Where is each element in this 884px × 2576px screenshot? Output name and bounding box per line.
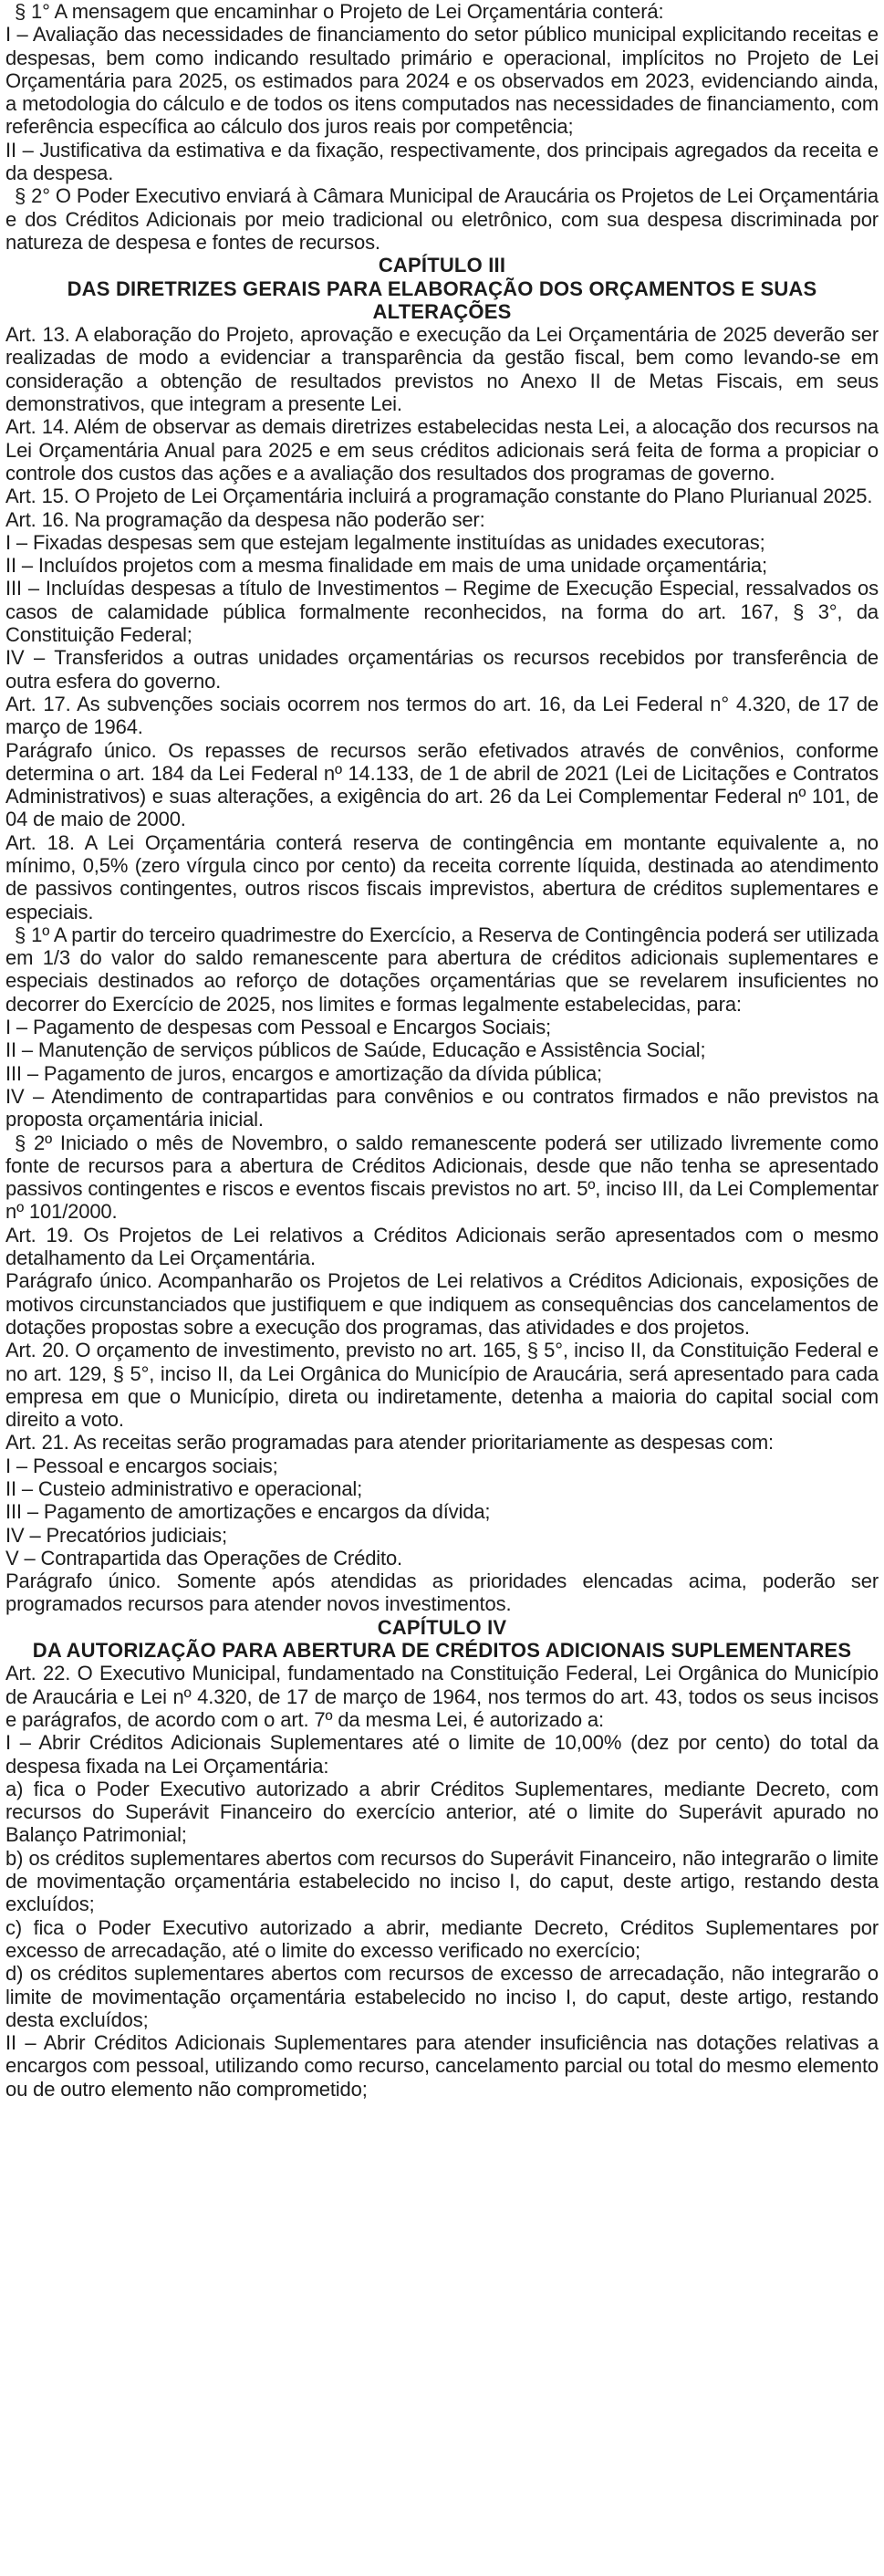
- text-paragraph: § 1º A partir do terceiro quadrimestre do Exercício, a Reserva de Contingência poderá ser utilizada em 1/3 do valor do saldo remanescente para abertura de créditos adicionais suplementares e especiais destinados ao reforço de dotações orçamentárias que se revelarem insuficientes no decorrer do Exercício de 2025, nos limites e formas legalmente estabelecidas, para:: [5, 923, 879, 1016]
- text-paragraph: I – Pagamento de despesas com Pessoal e Encargos Sociais;: [5, 1016, 552, 1039]
- text-paragraph: III – Incluídas despesas a título de Investimentos – Regime de Execução Especial, ressalvados os casos de calamidade pública formalmente reconhecidos, na forma do art. 167, § 3°, da Constituição Federal;: [5, 577, 879, 647]
- text-paragraph: § 2º Iniciado o mês de Novembro, o saldo remanescente poderá ser utilizado livremente como fonte de recursos para a abertura de Créditos Adicionais, desde que não tenha se apresentado passivos contingentes e riscos e eventos fiscais previstos no art. 5º, inciso III, da Lei Complementar nº 101/2000.: [5, 1131, 879, 1224]
- text-paragraph: I – Pessoal e encargos sociais;: [5, 1454, 278, 1477]
- text-paragraph: Art. 16. Na programação da despesa não poderão ser:: [5, 507, 485, 531]
- text-paragraph: Art. 13. A elaboração do Projeto, aprovação e execução da Lei Orçamentária de 2025 deverão ser realizadas de modo a evidenciar a transparência da gestão fiscal, bem como levando-se em consideração a obtenção de resultados previstos no Anexo II de Metas Fiscais, em seus demonstrativos, que integram a presente Lei.: [5, 323, 879, 416]
- text-paragraph: § 2° O Poder Executivo enviará à Câmara Municipal de Araucária os Projetos de Lei Orçamentária e dos Créditos Adicionais por meio tradicional ou eletrônico, com sua despesa discriminada por natureza de despesa e fontes de recursos.: [5, 184, 879, 254]
- text-paragraph: IV – Atendimento de contrapartidas para convênios e ou contratos firmados e não previstos na proposta orçamentária inicial.: [5, 1084, 879, 1132]
- text-paragraph: II – Incluídos projetos com a mesma finalidade em mais de uma unidade orçamentária;: [5, 554, 767, 578]
- text-paragraph: V – Contrapartida das Operações de Crédito.: [5, 1546, 403, 1570]
- text-paragraph: II – Justificativa da estimativa e da fixação, respectivamente, dos principais agregados da receita e da despesa.: [5, 138, 879, 185]
- text-paragraph: I – Abrir Créditos Adicionais Suplementares até o limite de 10,00% (dez por cento) do total da despesa fixada na Lei Orçamentária:: [5, 1731, 879, 1778]
- text-paragraph: Art. 15. O Projeto de Lei Orçamentária incluirá a programação constante do Plano Plurianual 2025.: [5, 485, 873, 508]
- text-paragraph: Art. 18. A Lei Orçamentária conterá reserva de contingência em montante equivalente a, no mínimo, 0,5% (zero vírgula cinco por cento) da receita corrente líquida, destinada ao atendimento de passivos contingentes, outros riscos fiscais imprevistos, abertura de créditos suplementares e especiais.: [5, 830, 879, 923]
- text-paragraph: Parágrafo único. Somente após atendidas as prioridades elencadas acima, poderão ser programados recursos para atender novos investimentos.: [5, 1570, 879, 1616]
- document-page: [5, 0, 879, 2101]
- text-paragraph: IV – Transferidos a outras unidades orçamentárias os recursos recebidos por transferência de outra esfera do governo.: [5, 646, 879, 693]
- text-paragraph: II – Manutenção de serviços públicos de Saúde, Educação e Assistência Social;: [5, 1038, 706, 1062]
- text-paragraph: I – Avaliação das necessidades de financiamento do setor público municipal explicitando receitas e despesas, bem como indicando resultado primário e operacional, implícitos no Projeto de Lei Orçamentária para 2025, os estimados para 2024 e os observados em 2023, evidenciando ainda, a metodologia do cálculo e de todos os itens computados nas necessidades de financiamento, com referência específica ao cálculo dos juros reais por competência;: [5, 23, 879, 139]
- text-paragraph: II – Custeio administrativo e operacional;: [5, 1477, 363, 1500]
- text-paragraph: Parágrafo único. Os repasses de recursos serão efetivados através de convênios, conforme determina o art. 184 da Lei Federal nº 14.133, de 1 de abril de 2021 (Lei de Licitações e Contratos Administrativos) e suas alterações, a exigência do art. 26 da Lei Complementar Federal nº 101, de 04 de maio de 2000.: [5, 738, 879, 831]
- text-paragraph: III – Pagamento de juros, encargos e amortização da dívida pública;: [5, 1061, 603, 1085]
- text-paragraph: Art. 19. Os Projetos de Lei relativos a Créditos Adicionais serão apresentados com o mesmo detalhamento da Lei Orçamentária.: [5, 1223, 879, 1270]
- text-paragraph: a) fica o Poder Executivo autorizado a abrir Créditos Suplementares, mediante Decreto, com recursos do Superávit Financeiro do exercício anterior, até o limite do Superávit apurado no Balanço Patrimonial;: [5, 1777, 879, 1847]
- text-paragraph: IV – Precatórios judiciais;: [5, 1523, 227, 1547]
- text-paragraph: I – Fixadas despesas sem que estejam legalmente instituídas as unidades executoras;: [5, 530, 765, 554]
- text-paragraph: b) os créditos suplementares abertos com recursos do Superávit Financeiro, não integrarão o limite de movimentação orçamentária estabelecido no inciso I, do caput, deste artigo, restando desta excluídos;: [5, 1846, 879, 1916]
- text-paragraph: Art. 17. As subvenções sociais ocorrem nos termos do art. 16, da Lei Federal n° 4.320, de 17 de março de 1964.: [5, 692, 879, 739]
- text-paragraph: d) os créditos suplementares abertos com recursos de excesso de arrecadação, não integrarão o limite de movimentação orçamentária estabelecido no inciso I, do caput, deste artigo, restando desta excluídos;: [5, 1962, 879, 2031]
- text-paragraph: Parágrafo único. Acompanharão os Projetos de Lei relativos a Créditos Adicionais, exposições de motivos circunstanciados que justifiquem e que indiquem as consequências dos cancelamentos de dotações propostas sobre a execução dos programas, das atividades e dos projetos.: [5, 1269, 879, 1339]
- text-paragraph: III – Pagamento de amortizações e encargos da dívida;: [5, 1500, 491, 1524]
- chapter-heading: CAPÍTULO IV: [377, 1615, 507, 1639]
- chapter-heading: DAS DIRETRIZES GERAIS PARA ELABORAÇÃO DOS ORÇAMENTOS E SUAS ALTERAÇÕES: [67, 276, 817, 323]
- chapter-heading: CAPÍTULO III: [378, 254, 506, 277]
- text-paragraph: Art. 20. O orçamento de investimento, previsto no art. 165, § 5°, inciso II, da Constituição Federal e no art. 129, § 5°, inciso II, da Lei Orgânica do Município de Araucária, será apresentado para cada empresa em que o Município, direta ou indiretamente, detenha a maioria do capital social com direito a voto.: [5, 1339, 879, 1432]
- text-paragraph: § 1° A mensagem que encaminhar o Projeto de Lei Orçamentária conterá:: [15, 0, 664, 23]
- text-paragraph: c) fica o Poder Executivo autorizado a abrir, mediante Decreto, Créditos Suplementares por excesso de arrecadação, até o limite do excesso verificado no exercício;: [5, 1915, 879, 1962]
- chapter-heading: DA AUTORIZAÇÃO PARA ABERTURA DE CRÉDITOS ADICIONAIS SUPLEMENTARES: [32, 1639, 852, 1663]
- text-paragraph: Art. 14. Além de observar as demais diretrizes estabelecidas nesta Lei, a alocação dos recursos na Lei Orçamentária Anual para 2025 e em seus créditos adicionais será feita de forma a propiciar o controle dos custos das ações e a avaliação dos resultados dos programas de governo.: [5, 415, 879, 485]
- text-paragraph: Art. 22. O Executivo Municipal, fundamentado na Constituição Federal, Lei Orgânica do Município de Araucária e Lei nº 4.320, de 17 de março de 1964, nos termos do art. 43, todos os seus incisos e parágrafos, de acordo com o art. 7º da mesma Lei, é autorizado a:: [5, 1662, 879, 1731]
- text-paragraph: Art. 21. As receitas serão programadas para atender prioritariamente as despesas com:: [5, 1431, 775, 1455]
- text-paragraph: II – Abrir Créditos Adicionais Suplementares para atender insuficiência nas dotações relativas a encargos com pessoal, utilizando como recurso, cancelamento parcial ou total do mesmo elemento ou de outro elemento não comprometido;: [5, 2031, 879, 2101]
